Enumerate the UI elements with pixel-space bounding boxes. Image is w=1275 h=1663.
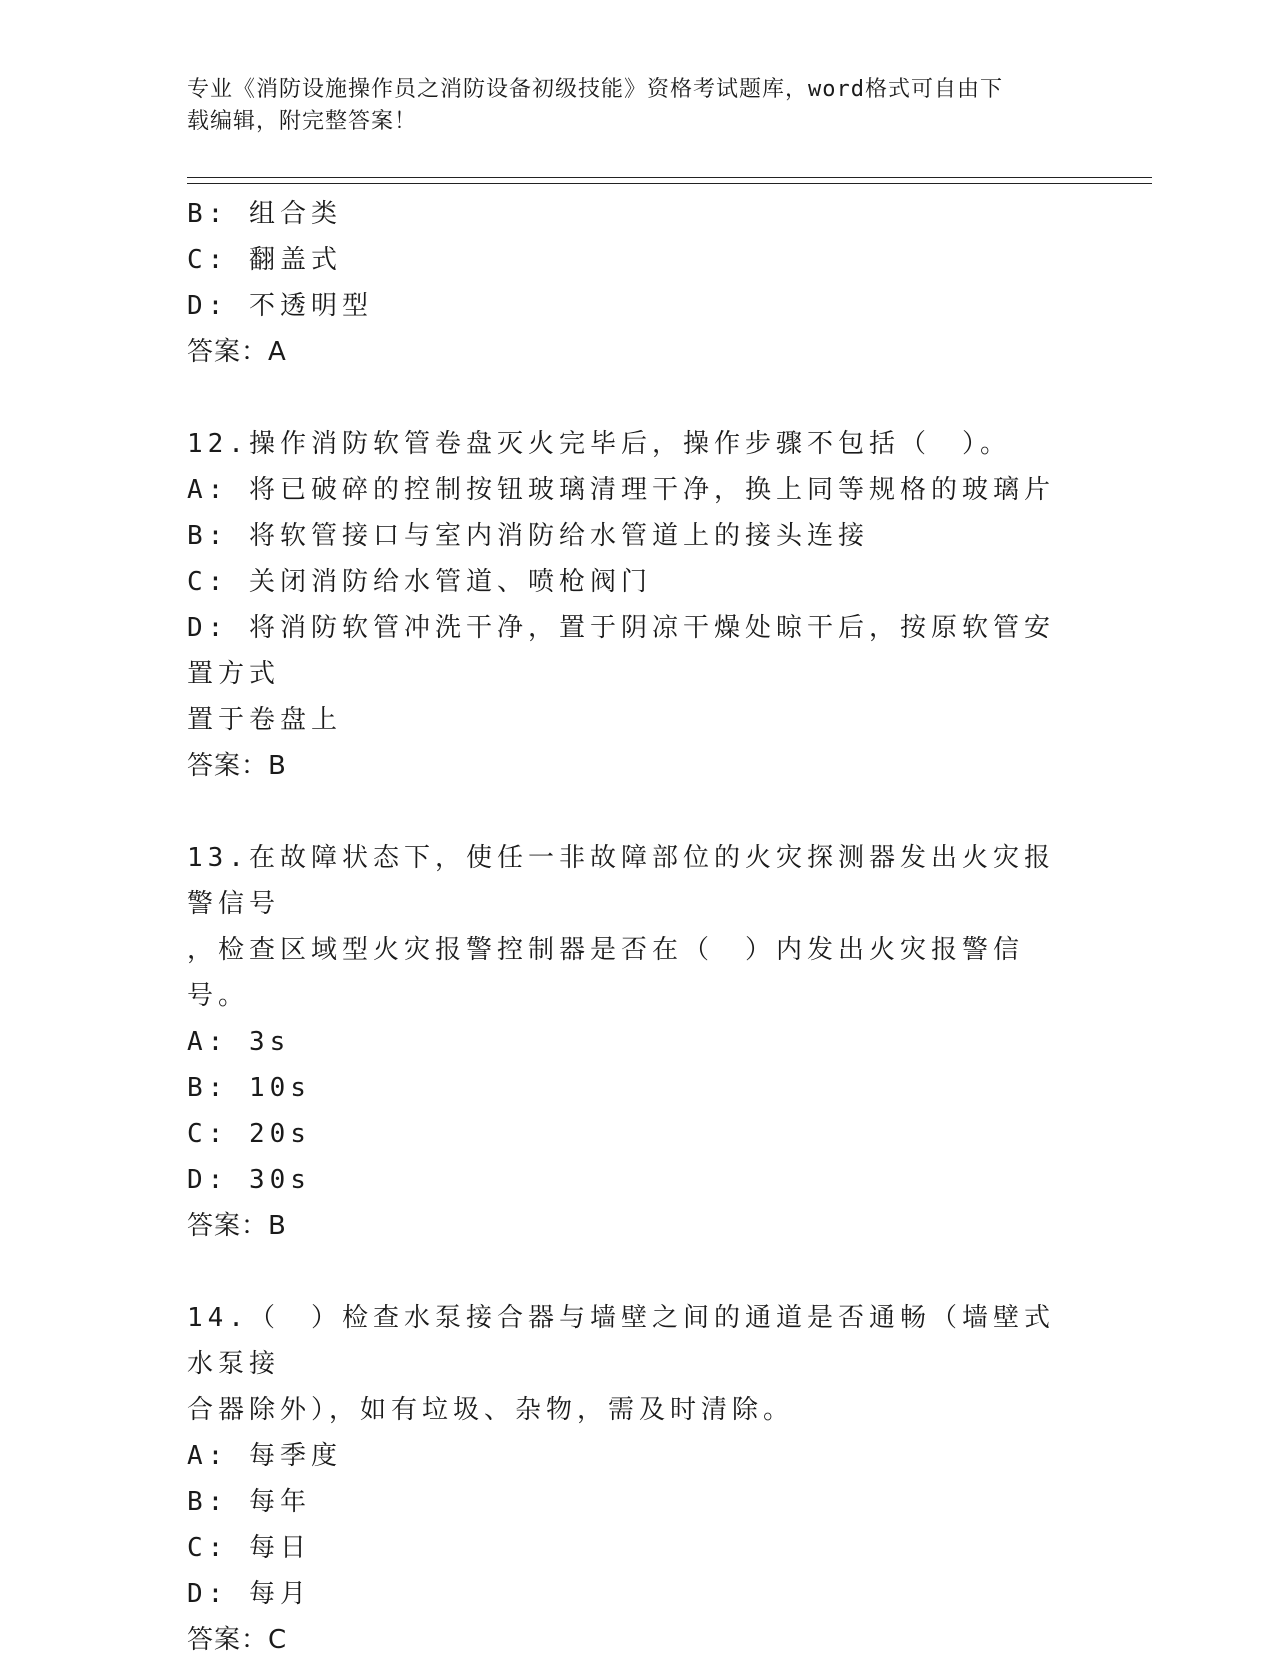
option-d: D: 不透明型 xyxy=(187,291,373,321)
question-stem: 13.在故障状态下，使任一非故障部位的火灾探测器发出火灾报警信号 xyxy=(187,843,1055,919)
question-14 xyxy=(187,1295,1077,1663)
option-a: A: 3s xyxy=(187,1027,291,1057)
option-b: B: 将软管接口与室内消防给水管道上的接头连接 xyxy=(187,521,869,551)
option-c: C: 翻盖式 xyxy=(187,245,342,275)
option-d: D: 将消防软管冲洗干净，置于阴凉干燥处晾干后，按原软管安置方式 xyxy=(187,613,1055,689)
answer-line: 答案：B xyxy=(187,751,287,781)
answer-line: 答案：A xyxy=(187,337,287,367)
option-d-continued: 置于卷盘上 xyxy=(187,705,343,735)
option-c: C: 关闭消防给水管道、喷枪阀门 xyxy=(187,567,652,597)
header-line-1: 专业《消防设施操作员之消防设备初级技能》资格考试题库，word格式可自由下 xyxy=(187,77,1003,102)
question-list xyxy=(187,191,1077,1663)
option-c: C: 每日 xyxy=(187,1533,311,1563)
option-b: B: 每年 xyxy=(187,1487,311,1517)
document-header xyxy=(187,74,1087,138)
option-d: D: 30s xyxy=(187,1165,311,1195)
question-spacer xyxy=(187,789,1077,835)
question-spacer xyxy=(187,1249,1077,1295)
option-b: B: 10s xyxy=(187,1073,311,1103)
question-stem-continued: 合器除外），如有垃圾、杂物，需及时清除。 xyxy=(187,1395,795,1425)
answer-line: 答案：C xyxy=(187,1625,288,1655)
header-divider-top xyxy=(187,177,1152,178)
question-11-continued xyxy=(187,191,1077,375)
option-a: A: 将已破碎的控制按钮玻璃清理干净，换上同等规格的玻璃片 xyxy=(187,475,1055,505)
question-stem-continued: ，检查区域型火灾报警控制器是否在（ ）内发出火灾报警信号。 xyxy=(187,935,1025,1011)
question-stem: 14.（ ）检查水泵接合器与墙壁之间的通道是否通畅（墙壁式水泵接 xyxy=(187,1303,1055,1379)
answer-line: 答案：B xyxy=(187,1211,287,1241)
option-c: C: 20s xyxy=(187,1119,311,1149)
header-line-2: 载编辑，附完整答案！ xyxy=(187,109,418,134)
question-13 xyxy=(187,835,1077,1249)
question-stem: 12.操作消防软管卷盘灭火完毕后，操作步骤不包括（ ）。 xyxy=(187,429,1011,459)
option-d: D: 每月 xyxy=(187,1579,311,1609)
question-12 xyxy=(187,421,1077,789)
header-divider-bottom xyxy=(187,183,1152,184)
option-b: B: 组合类 xyxy=(187,199,342,229)
option-a: A: 每季度 xyxy=(187,1441,342,1471)
question-spacer xyxy=(187,375,1077,421)
